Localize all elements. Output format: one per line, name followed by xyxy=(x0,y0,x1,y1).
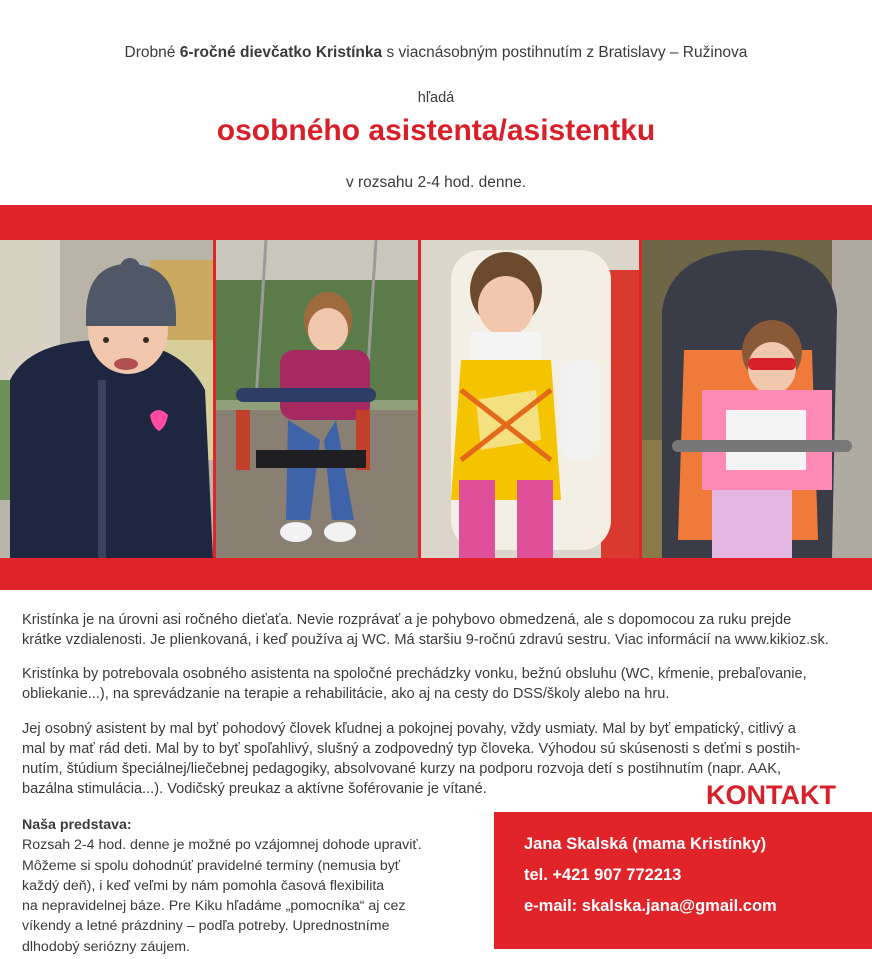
para1-line1: Kristínka je na úrovni asi ročného dieťaťa. Nevie rozprávať a je pohybovo obmedzená, ale s dopomocou za ruku prejde xyxy=(22,612,792,628)
headline-title: osobného asistenta/asistentku xyxy=(216,114,656,147)
idea-line4: na nepravidelnej báze. Pre Kiku hľadáme „pomocníka“ aj cez xyxy=(22,898,406,915)
para2-line2: obliekanie...), na sprevádzanie na terapie a rehabilitácie, ako aj na cesty do DSS/školy alebo na hru. xyxy=(22,686,670,702)
idea-line5: víkendy a letné prázdniny – podľa potreby. Uprednostníme xyxy=(22,918,390,935)
idea-line6: dlhodobý seriózny záujem. xyxy=(22,938,190,955)
contact-phone[interactable]: tel. +421 907 772213 xyxy=(524,866,682,884)
paragraph-needs xyxy=(22,664,852,704)
para3-line1: Jej osobný asistent by mal byť pohodový človek kľudnej a pokojnej povahy, vždy usmiaty. Mal by byť empatický, citlivý a xyxy=(22,721,796,737)
para1-line2: krátke vzdialenosti. Je plienkovaná, i keď používa aj WC. Má staršiu 9-ročnú zdravú sestru. Viac informácií na www.kikioz.sk. xyxy=(22,632,829,648)
idea-line1: Rozsah 2-4 hod. denne je možné po vzájomnej dohode upraviť. xyxy=(22,837,422,854)
our-idea-title: Naša predstava: xyxy=(22,817,132,833)
intro-text xyxy=(0,44,872,62)
photo-girl-on-swing xyxy=(216,240,418,558)
intro-before: Drobné xyxy=(124,44,180,61)
para2-line1: Kristínka by potrebovala osobného asistenta na spoločné prechádzky vonku, bežnú obsluhu (WC, kŕmenie, prebaľovanie, xyxy=(22,666,807,682)
intro-bold: 6-ročné dievčatko Kristínka xyxy=(179,44,383,61)
para3-line3: nutím, štúdium špeciálnej/liečebnej pedagogiky, absolvované kurzy na podporu rozvoja detí s postihnutím (napr. AAK, xyxy=(22,761,782,777)
paragraph-about-kristinka xyxy=(22,610,852,650)
para3-line2: mal by mať rád deti. Mal by to byť spoľahlivý, slušný a zodpovedný typ človeka. Výhodou sú skúsenosti s deťmi s postih- xyxy=(22,741,801,757)
contact-email[interactable]: e-mail: skalska.jana@gmail.com xyxy=(524,897,777,915)
idea-line3: každý deň), i keď veľmi by nám pomohla časová flexibilita xyxy=(22,877,385,894)
our-idea-section xyxy=(22,815,472,957)
para3-line4: bazálna stimulácia...). Vodičský preukaz a aktívne šoférovanie je vítané. xyxy=(22,781,487,797)
contact-box xyxy=(494,812,872,949)
photo-girl-in-winter-hat xyxy=(0,240,213,558)
photo-girl-in-support-vest xyxy=(421,240,639,558)
contact-name: Jana Skalská (mama Kristínky) xyxy=(524,835,767,853)
intro-after: s viacnásobným postihnutím z Bratislavy – Ružinova xyxy=(382,44,748,61)
contact-title: KONTAKT xyxy=(706,780,836,810)
range-text: v rozsahu 2-4 hod. denne. xyxy=(345,174,527,191)
idea-line2: Môžeme si spolu dohodnúť pravidelné termíny (nemusia byť xyxy=(22,857,401,874)
photo-girl-in-stroller-with-sunglasses xyxy=(642,240,872,558)
hlada-text: hľadá xyxy=(417,90,455,106)
